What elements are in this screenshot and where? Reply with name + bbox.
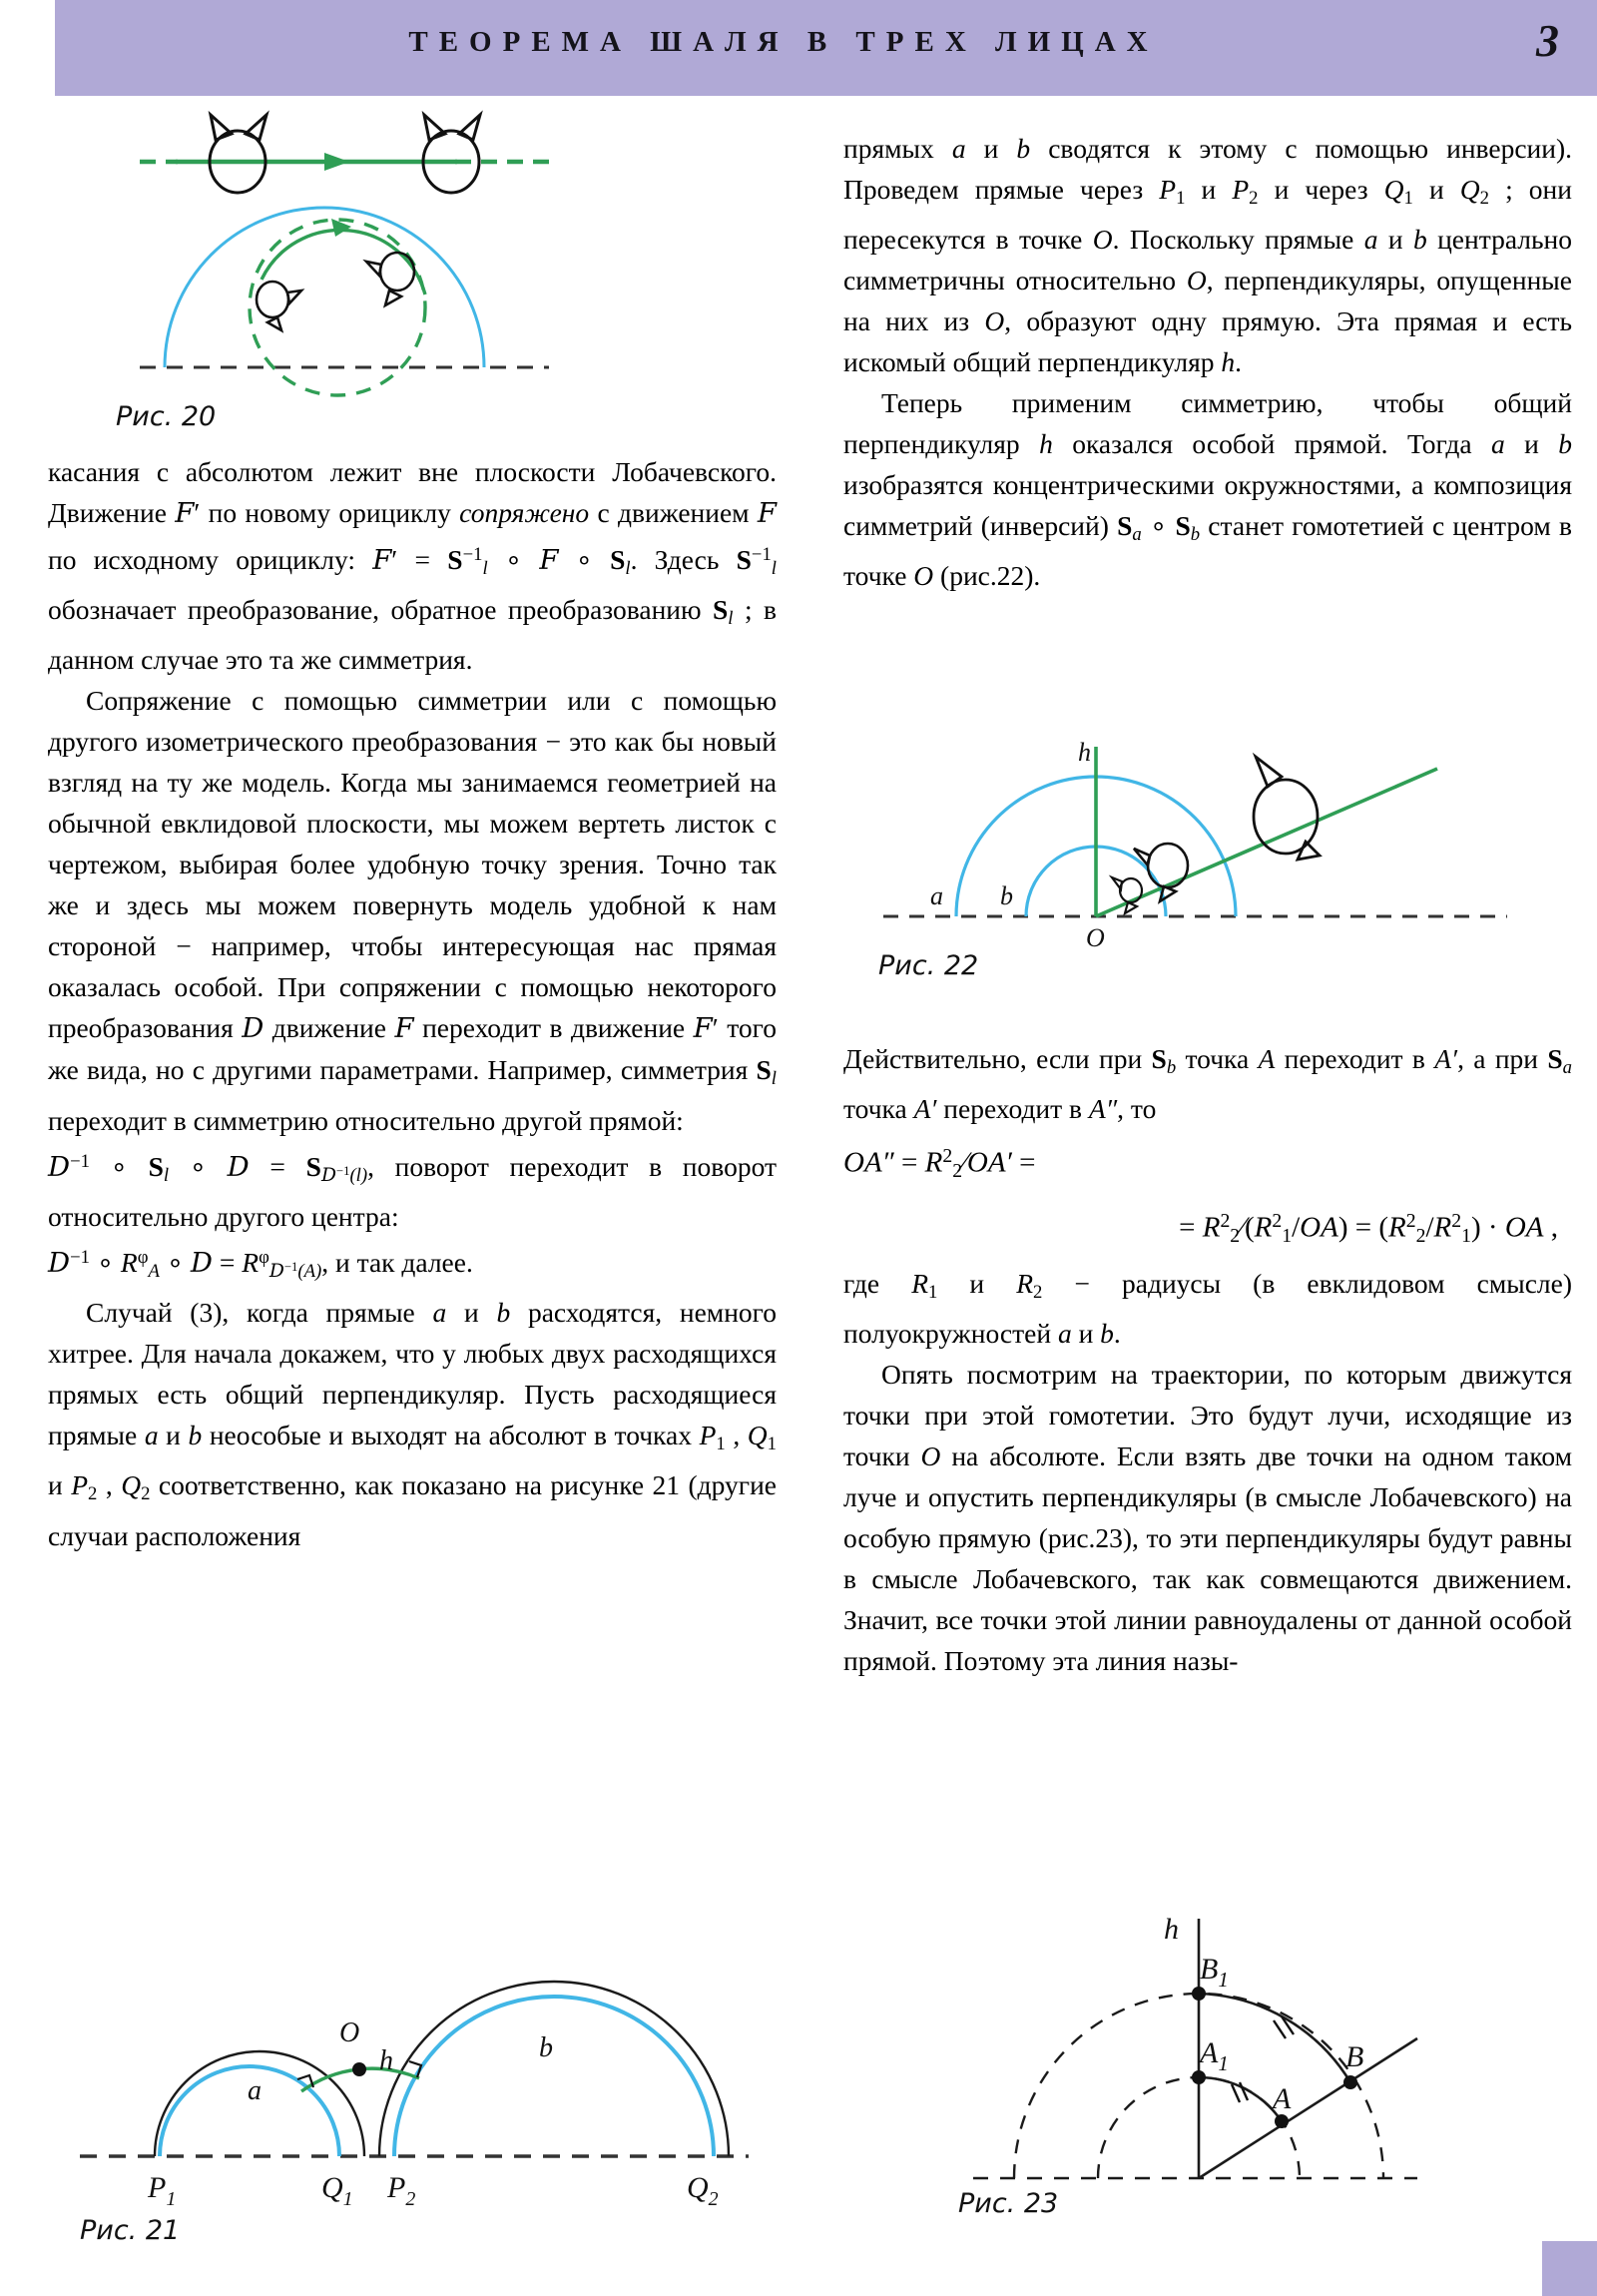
- lc-p3-a: Случай (3), когда прямые: [86, 1297, 433, 1329]
- figure-22-drawing: [878, 739, 1537, 958]
- rc-f2-R4sup: 2: [1451, 1210, 1462, 1233]
- left-column: [48, 451, 777, 1556]
- lc-f2-Rsup: φ: [137, 1246, 149, 1268]
- green-dashed-circle: [250, 220, 425, 395]
- rc-p1-c: сводятся к этому с помощью инверсии). Проведем прямые через: [843, 133, 1572, 205]
- lc-f2-Rsub: A: [148, 1261, 160, 1283]
- rc-f2-R1sup: 2: [1220, 1210, 1231, 1233]
- diagonal-ray-23: [1199, 2038, 1417, 2178]
- lc-p3-Q2: Q: [121, 1469, 142, 1501]
- rc-p1-f: и: [1412, 174, 1460, 205]
- lc-p3-ib2: b: [188, 1420, 203, 1451]
- label-O-21: O: [339, 2017, 360, 2048]
- lc-f1-S: S: [148, 1150, 164, 1182]
- rc-p1-P1: P: [1159, 174, 1177, 205]
- rc-p1-O2: O: [1186, 265, 1207, 296]
- lc-p1-fF3: F: [539, 543, 559, 576]
- rc-p1-l: , образуют одну прямую. Эта прямая и есть искомый общий перпендикуляр: [843, 305, 1573, 378]
- rc-p3-f: переходит в: [936, 1093, 1089, 1125]
- label-h-23: h: [1164, 1913, 1179, 1946]
- lc-p1-S4sub: l: [728, 608, 734, 630]
- lc-p1-feq: =: [397, 543, 448, 575]
- lc-p3-P2sub: 2: [88, 1483, 98, 1505]
- rc-f1-eq: =: [893, 1146, 925, 1179]
- label-h-22: h: [1078, 739, 1091, 767]
- rc-p3-g: , то: [1117, 1093, 1157, 1125]
- lc-f2-c2: ∘: [159, 1246, 191, 1278]
- green-line-arrowhead: [324, 153, 349, 171]
- rc-f2-slash: ⁄: [1240, 1211, 1245, 1244]
- rc-p3-b: точка: [1176, 1043, 1259, 1074]
- lc-p1-fc2: ∘: [558, 543, 611, 575]
- lc-p3-d: и: [158, 1420, 189, 1451]
- rc-p1-a: прямых: [843, 133, 952, 164]
- label-a-22: a: [930, 881, 943, 910]
- rc-f1-OA: OA″: [843, 1146, 894, 1179]
- rc-f2-R2: R: [1254, 1211, 1273, 1244]
- label-B1-23: $B_1$: [1200, 1953, 1229, 1992]
- lc-p3-Q1: Q: [747, 1420, 768, 1451]
- label-h-21: h: [379, 2045, 393, 2076]
- rc-p1-g: ; они пересекутся в точке: [843, 174, 1572, 256]
- rc-f1-Rsub: 2: [952, 1160, 963, 1183]
- lc-p1-fS2: S: [610, 543, 626, 575]
- label-A-23: A: [1273, 2082, 1292, 2115]
- lc-p1-c: с движением: [589, 497, 758, 528]
- rc-f2-R3sub: 2: [1415, 1225, 1426, 1248]
- rc-p4-R2: R: [1016, 1268, 1034, 1300]
- lc-p3-i: соответственно, как показано на рисунке 21 (другие случаи расположения: [48, 1469, 778, 1551]
- lc-f1-c1: ∘: [89, 1150, 149, 1182]
- rc-p4-e: .: [1113, 1318, 1121, 1350]
- rc-p2-Sa: S: [1117, 510, 1133, 542]
- lc-f2-c1: ∘: [89, 1246, 121, 1278]
- cat-face-icon-22-large: [1254, 757, 1320, 860]
- rc-p1-P2: P: [1232, 174, 1250, 205]
- lc-p2-b: движение: [264, 1012, 395, 1044]
- lc-p2-c: переходит в движение: [413, 1012, 694, 1044]
- figure-21-caption: Рис. 21: [80, 2215, 181, 2246]
- figure-20: [110, 110, 579, 432]
- label-B-23: B: [1345, 2040, 1364, 2073]
- rc-f2-open: (: [1245, 1211, 1255, 1244]
- homothety-ray: [1096, 769, 1437, 916]
- label-b-21: b: [539, 2032, 553, 2063]
- lc-p3-ia2: a: [144, 1420, 159, 1451]
- rc-p4-d: и: [1071, 1318, 1101, 1350]
- lc-p3-Q2sub: 2: [141, 1483, 151, 1505]
- rc-f2-R4sub: 1: [1461, 1225, 1471, 1248]
- lc-f2-R2subA: (A): [297, 1261, 322, 1283]
- rc-p4-c: − радиусы (в евклидовом смысле) полуокружностей: [843, 1268, 1572, 1350]
- point-O-21: [352, 2062, 366, 2076]
- rc-p2-b: оказался особой прямой. Тогда: [1052, 428, 1491, 460]
- lc-f1-S2subsup: −1: [335, 1163, 350, 1178]
- rc-p1-P1sub: 1: [1176, 188, 1186, 210]
- rc-p2-circ: ∘: [1141, 510, 1176, 542]
- page-title: ТЕОРЕМА ШАЛЯ В ТРЕХ ЛИЦАХ: [408, 26, 1159, 58]
- rc-f1-R: R: [924, 1146, 943, 1179]
- rc-p1-ia: a: [951, 133, 966, 164]
- rc-p2-c: и: [1504, 428, 1559, 460]
- lc-p3-P1sub: 1: [716, 1434, 726, 1455]
- lc-f1-Dsup: −1: [70, 1150, 90, 1172]
- lc-p2-S: S: [756, 1054, 772, 1086]
- lc-p1-F1: F: [175, 497, 195, 529]
- rc-f1-OA2: OA′: [966, 1146, 1012, 1179]
- page-header-band: [55, 0, 1597, 96]
- rc-p1-m: .: [1235, 346, 1242, 378]
- rc-f2-R2sub: 1: [1282, 1225, 1293, 1248]
- rc-f2-R1sub: 2: [1230, 1225, 1241, 1248]
- rc-p1-Q2: Q: [1459, 174, 1480, 205]
- rc-f2-close2: ): [1470, 1211, 1481, 1244]
- rc-p1-P2sub: 2: [1249, 188, 1259, 210]
- label-b-22: b: [1000, 881, 1013, 910]
- lc-p1-fS1sub: l: [482, 558, 488, 580]
- lc-f1-eq: =: [249, 1150, 306, 1182]
- lc-p1-g: ; в данном случае это та же симметрия.: [48, 594, 777, 676]
- lc-p1-f: обозначает преобразование, обратное преобразованию: [48, 594, 713, 626]
- cat-face-icon-3: [257, 282, 301, 330]
- figure-23-caption: Рис. 23: [958, 2188, 1059, 2219]
- lc-p3-P2: P: [71, 1469, 89, 1501]
- right-paragraph-5: [843, 1354, 1572, 1681]
- right-paragraph-1: [843, 128, 1572, 382]
- right-paragraph-3: [843, 1038, 1572, 1129]
- right-column-bottom: [843, 1038, 1572, 1681]
- lc-p2-e: переходит в симметрию относительно другой прямой:: [48, 1104, 684, 1136]
- label-P2-21: $P_2$: [387, 2171, 416, 2210]
- figure-21: [70, 1952, 769, 2246]
- rc-f2-div: /: [1292, 1211, 1301, 1244]
- lc-f2-R: R: [120, 1246, 138, 1278]
- rc-f2-OA2: OA: [1504, 1211, 1544, 1244]
- lc-f1-S2subl: (l): [349, 1164, 368, 1186]
- rc-p1-i: и: [1377, 224, 1413, 256]
- figure-20-drawing: [110, 110, 579, 399]
- rc-f2-R2sup: 2: [1272, 1210, 1283, 1233]
- lc-p2-a: Сопряжение с помощью симметрии или с помощью другого изометрического преобразования − это как бы новый взгляд на ту же модель. Когда мы занимаемся геометрией на обычной евклидовой плоскости, мы можем вертеть листок с чертежом, выбирая более удобную точку зрения. Точно так же и здесь мы можем повернуть модель удобной к нам стороной − например, чтобы интересующая нас прямая оказалась особой. При сопряжении с помощью некоторого преобразования: [48, 685, 777, 1044]
- lc-f2-eq: =: [212, 1246, 243, 1278]
- rc-p1-O1: O: [1092, 224, 1113, 256]
- lc-p3-g: и: [48, 1469, 72, 1501]
- rc-f2-eq: =: [1179, 1211, 1203, 1244]
- label-Q2-21: $Q_2$: [687, 2171, 719, 2210]
- lc-f1-c2: ∘: [169, 1150, 228, 1182]
- rc-f2-R1: R: [1202, 1211, 1221, 1244]
- rc-p4-b: и: [937, 1268, 1017, 1300]
- rc-p1-h: . Поскольку прямые: [1112, 224, 1364, 256]
- label-O-22: O: [1086, 923, 1105, 952]
- right-formula-2: [843, 1198, 1572, 1259]
- rc-f2-R3: R: [1388, 1211, 1406, 1244]
- lc-f2-R2sup: φ: [259, 1246, 269, 1268]
- left-paragraph-3: [48, 1292, 777, 1555]
- rc-p4-a: где: [843, 1268, 912, 1300]
- rc-p3-c: переходит в: [1275, 1043, 1435, 1074]
- rc-p3-Aprime: A′: [1434, 1043, 1458, 1074]
- rc-p3-A: A: [1258, 1043, 1276, 1074]
- rc-p3-d: , а при: [1457, 1043, 1548, 1074]
- lc-f2-Dsup: −1: [70, 1246, 90, 1268]
- lc-f2-R2: R: [242, 1246, 260, 1278]
- right-column-top: [843, 128, 1572, 596]
- label-Q1-21: $Q_1$: [321, 2171, 353, 2210]
- rc-f2-OA: OA: [1300, 1211, 1338, 1244]
- lc-p2-g: , и так далее.: [321, 1246, 473, 1278]
- lc-f2-R2sub: D: [268, 1261, 284, 1283]
- lc-p3-P1: P: [699, 1420, 717, 1451]
- rc-p2-f: (рис.22).: [933, 560, 1041, 592]
- rc-p1-ia2: a: [1363, 224, 1378, 256]
- rc-f2-comma: ,: [1543, 1211, 1558, 1244]
- lc-p3-ib: b: [496, 1297, 511, 1329]
- rc-p3-e: точка: [843, 1093, 914, 1125]
- rc-p3-a: Действительно, если при: [843, 1043, 1152, 1074]
- rc-p3-Sb: S: [1151, 1043, 1167, 1074]
- lc-f1-D: D: [48, 1150, 71, 1183]
- rc-p2-ia: a: [1490, 428, 1505, 460]
- rc-p2-Sbsub: b: [1190, 524, 1201, 546]
- lc-p1-F2: F: [757, 497, 777, 529]
- lc-p1-S3sub: l: [771, 558, 777, 580]
- left-paragraph-1: касания с абсолютом лежит вне плоскости Лобачевского. Движение F′ по новому орициклу сопряжено с движением F по исходному орициклу: $F' = S^{-1}_l$ ∘ F ∘ $S_l$. Здесь $S^{-1}_l$ обозначает преобразование, обратное преобразованию $S_l$ ; в данном случае это та же симметрия.: [48, 456, 777, 676]
- lc-p3-Q1sub: 1: [767, 1434, 778, 1455]
- rc-p4-R1: R: [911, 1268, 928, 1300]
- rc-f1-slash: ⁄: [962, 1146, 967, 1179]
- rc-p2-O: O: [913, 560, 934, 592]
- left-formula-line-2: [48, 1237, 777, 1292]
- lc-f1-D2: D: [227, 1150, 250, 1183]
- rc-p1-ib2: b: [1412, 224, 1427, 256]
- lc-p1-fS2sub: l: [625, 558, 631, 580]
- rc-f1-Rsup: 2: [942, 1145, 953, 1168]
- rc-f2-eq2: =: [1347, 1211, 1379, 1244]
- cat-face-icon-1: [210, 115, 266, 193]
- point-A1-23: [1192, 2070, 1206, 2084]
- lc-p2-F2: F: [693, 1012, 713, 1045]
- rc-p1-ib: b: [1016, 133, 1031, 164]
- rc-p2-Sb: S: [1175, 510, 1191, 542]
- rc-p2-h: h: [1039, 428, 1053, 460]
- lc-p2-Ssub: l: [771, 1068, 777, 1090]
- rc-p2-d: изобразятся концентрическими окружностями, а композиция симметрий (инверсий): [843, 469, 1572, 542]
- left-paragraph-2: Сопряжение с помощью симметрии или с помощью другого изометрического преобразования − это как бы новый взгляд на ту же модель. Когда мы занимаемся геометрией на обычной евклидовой плоскости, мы можем вертеть листок с чертежом, выбирая более удобную точку зрения. Точно так же и здесь мы можем повернуть модель удобной к нам стороной − например, чтобы интересующая нас прямая оказалась особой. При сопряжении с помощью некоторого преобразования D движение F переходит в движение F′ того же вида, но с другими параметрами. Например, симметрия $S_l$ переходит в симметрию относительно другой прямой:: [48, 685, 777, 1136]
- point-B-23: [1343, 2075, 1357, 2089]
- rc-p2-a: Теперь применим симметрию, чтобы общий перпендикуляр: [843, 387, 1572, 460]
- rc-p1-j: центрально симметричны относительно: [843, 224, 1573, 296]
- rc-p3-Sa: S: [1547, 1043, 1563, 1074]
- label-A1-23: $A_1$: [1200, 2036, 1229, 2075]
- point-A-23: [1275, 2114, 1289, 2128]
- lc-p3-e: неособые и выходят на абсолют в точках: [202, 1420, 700, 1451]
- lc-p1-S3: S: [736, 543, 752, 575]
- label-P1-21: $P_1$: [148, 2171, 177, 2210]
- rc-p1-b: и: [965, 133, 1017, 164]
- lc-p2-D: D: [242, 1012, 265, 1045]
- rc-f2-dot: ·: [1480, 1211, 1505, 1244]
- rc-p3-Sasub: a: [1562, 1057, 1572, 1079]
- figure-22: [878, 739, 1537, 981]
- rc-p4-R2sub: 2: [1033, 1282, 1043, 1304]
- lc-p1-d: по исходному орициклу:: [48, 543, 373, 575]
- figure-23: [958, 1887, 1547, 2219]
- lc-p1-e: . Здесь: [630, 543, 737, 575]
- page-number: 3: [1536, 15, 1559, 66]
- rc-p1-e: и через: [1258, 174, 1384, 205]
- rc-p1-k: , перпендикуляры, опущенные на них из: [843, 265, 1572, 337]
- rc-p1-O3: O: [984, 305, 1005, 337]
- green-circle-arrow-arc: [262, 230, 425, 294]
- rc-f2-R3sup: 2: [1405, 1210, 1416, 1233]
- lc-f1-S2: S: [305, 1150, 321, 1182]
- lc-p3-h: ,: [97, 1469, 122, 1501]
- lc-f2-D2: D: [190, 1246, 213, 1279]
- rc-f2-close: ): [1337, 1211, 1348, 1244]
- left-formula-line-1: [48, 1141, 777, 1237]
- lc-p1-a: касания с абсолютом лежит вне плоскости Лобачевского. Движение: [48, 456, 777, 528]
- rc-p3-Aprime2: A′: [913, 1093, 937, 1125]
- rc-p2-e: станет гомотетией с центром в точке: [843, 510, 1573, 592]
- cat-face-icon-2: [423, 115, 480, 193]
- lc-p3-c: расходятся, немного хитрее. Для начала докажем, что у любых двух расходящихся прямых есть общий перпендикуляр. Пусть расходящиеся прямые: [48, 1297, 778, 1451]
- rc-p1-Q1: Q: [1383, 174, 1404, 205]
- rc-p5-a: Опять посмотрим на траектории, по которым движутся точки при этой гомотетии. Это будут лучи, исходящие из точки: [843, 1359, 1572, 1472]
- rc-p1-Q2sub: 2: [1479, 188, 1489, 210]
- lc-p1-b: по новому орициклу: [200, 497, 460, 528]
- lc-f1-Ssub: l: [163, 1164, 170, 1186]
- lc-p1-fc1: ∘: [487, 543, 540, 575]
- rc-p2-ib: b: [1558, 428, 1573, 460]
- lc-p1-S3sup: −1: [751, 544, 772, 565]
- corner-decoration: [1542, 2241, 1597, 2296]
- rc-p1-hvar: h: [1221, 346, 1236, 378]
- rc-p3-Sbsub: b: [1166, 1057, 1177, 1079]
- lc-p1-fF: F: [372, 543, 392, 576]
- lc-f1-S2sub: D: [320, 1164, 336, 1186]
- figure-21-drawing: [70, 1952, 769, 2211]
- tick-marks-outer-23: [1274, 2016, 1294, 2038]
- rc-p3-Adprime: A″: [1088, 1093, 1118, 1125]
- lc-p3-b: и: [446, 1297, 497, 1329]
- rc-f2-div2: /: [1425, 1211, 1434, 1244]
- lc-p3-f: ,: [725, 1420, 748, 1451]
- label-a-21: a: [248, 2075, 262, 2106]
- rc-f2-R4: R: [1433, 1211, 1452, 1244]
- lc-f2-D: D: [48, 1246, 71, 1279]
- lc-p1-fS1sup: −1: [462, 544, 483, 565]
- lc-p1-italic: сопряжено: [459, 497, 590, 528]
- point-B1-23: [1192, 1987, 1206, 2001]
- rc-p1-Q1sub: 1: [1403, 188, 1413, 210]
- figure-20-caption: Рис. 20: [116, 401, 217, 432]
- right-paragraph-2: [843, 382, 1572, 596]
- lc-f2-R2subsup: −1: [283, 1259, 298, 1274]
- lc-p2-d: того же вида, но с другими параметрами. Например, симметрия: [48, 1012, 777, 1086]
- right-formula-1: [843, 1133, 1572, 1194]
- rc-p4-R1sub: 1: [928, 1282, 938, 1304]
- rc-p5-b: на абсолюте. Если взять две точки на одном таком луче и опустить перпендикуляры (в смысле Лобачевского) на особую прямую (рис.23), то эти перпендикуляры будут равны в смысле Лобачевского, так как совмещаются движением. Значит, все точки этой линии равноудалены от данной особой прямой. Поэтому эта линия назы-: [843, 1440, 1572, 1677]
- rc-f2-open2: (: [1378, 1211, 1389, 1244]
- rc-p1-d: и: [1185, 174, 1233, 205]
- rc-p2-Sasub: a: [1132, 524, 1142, 546]
- right-paragraph-4: [843, 1263, 1572, 1354]
- rc-f1-eq2: =: [1011, 1146, 1036, 1179]
- black-arc-b-21: [379, 1982, 729, 2156]
- lc-p1-S4: S: [713, 594, 729, 626]
- rc-p4-ia: a: [1057, 1318, 1072, 1350]
- lc-p3-ia: a: [432, 1297, 447, 1329]
- lc-p1-fS1: S: [447, 543, 463, 575]
- lc-p2-F1: F: [394, 1012, 414, 1045]
- rc-p4-ib: b: [1100, 1318, 1114, 1350]
- lc-p2-f: , поворот переходит в поворот относительно другого центра:: [48, 1150, 777, 1232]
- figure-22-caption: Рис. 22: [878, 950, 979, 981]
- rc-p5-O: O: [920, 1440, 941, 1472]
- figure-23-drawing: [968, 1887, 1547, 2206]
